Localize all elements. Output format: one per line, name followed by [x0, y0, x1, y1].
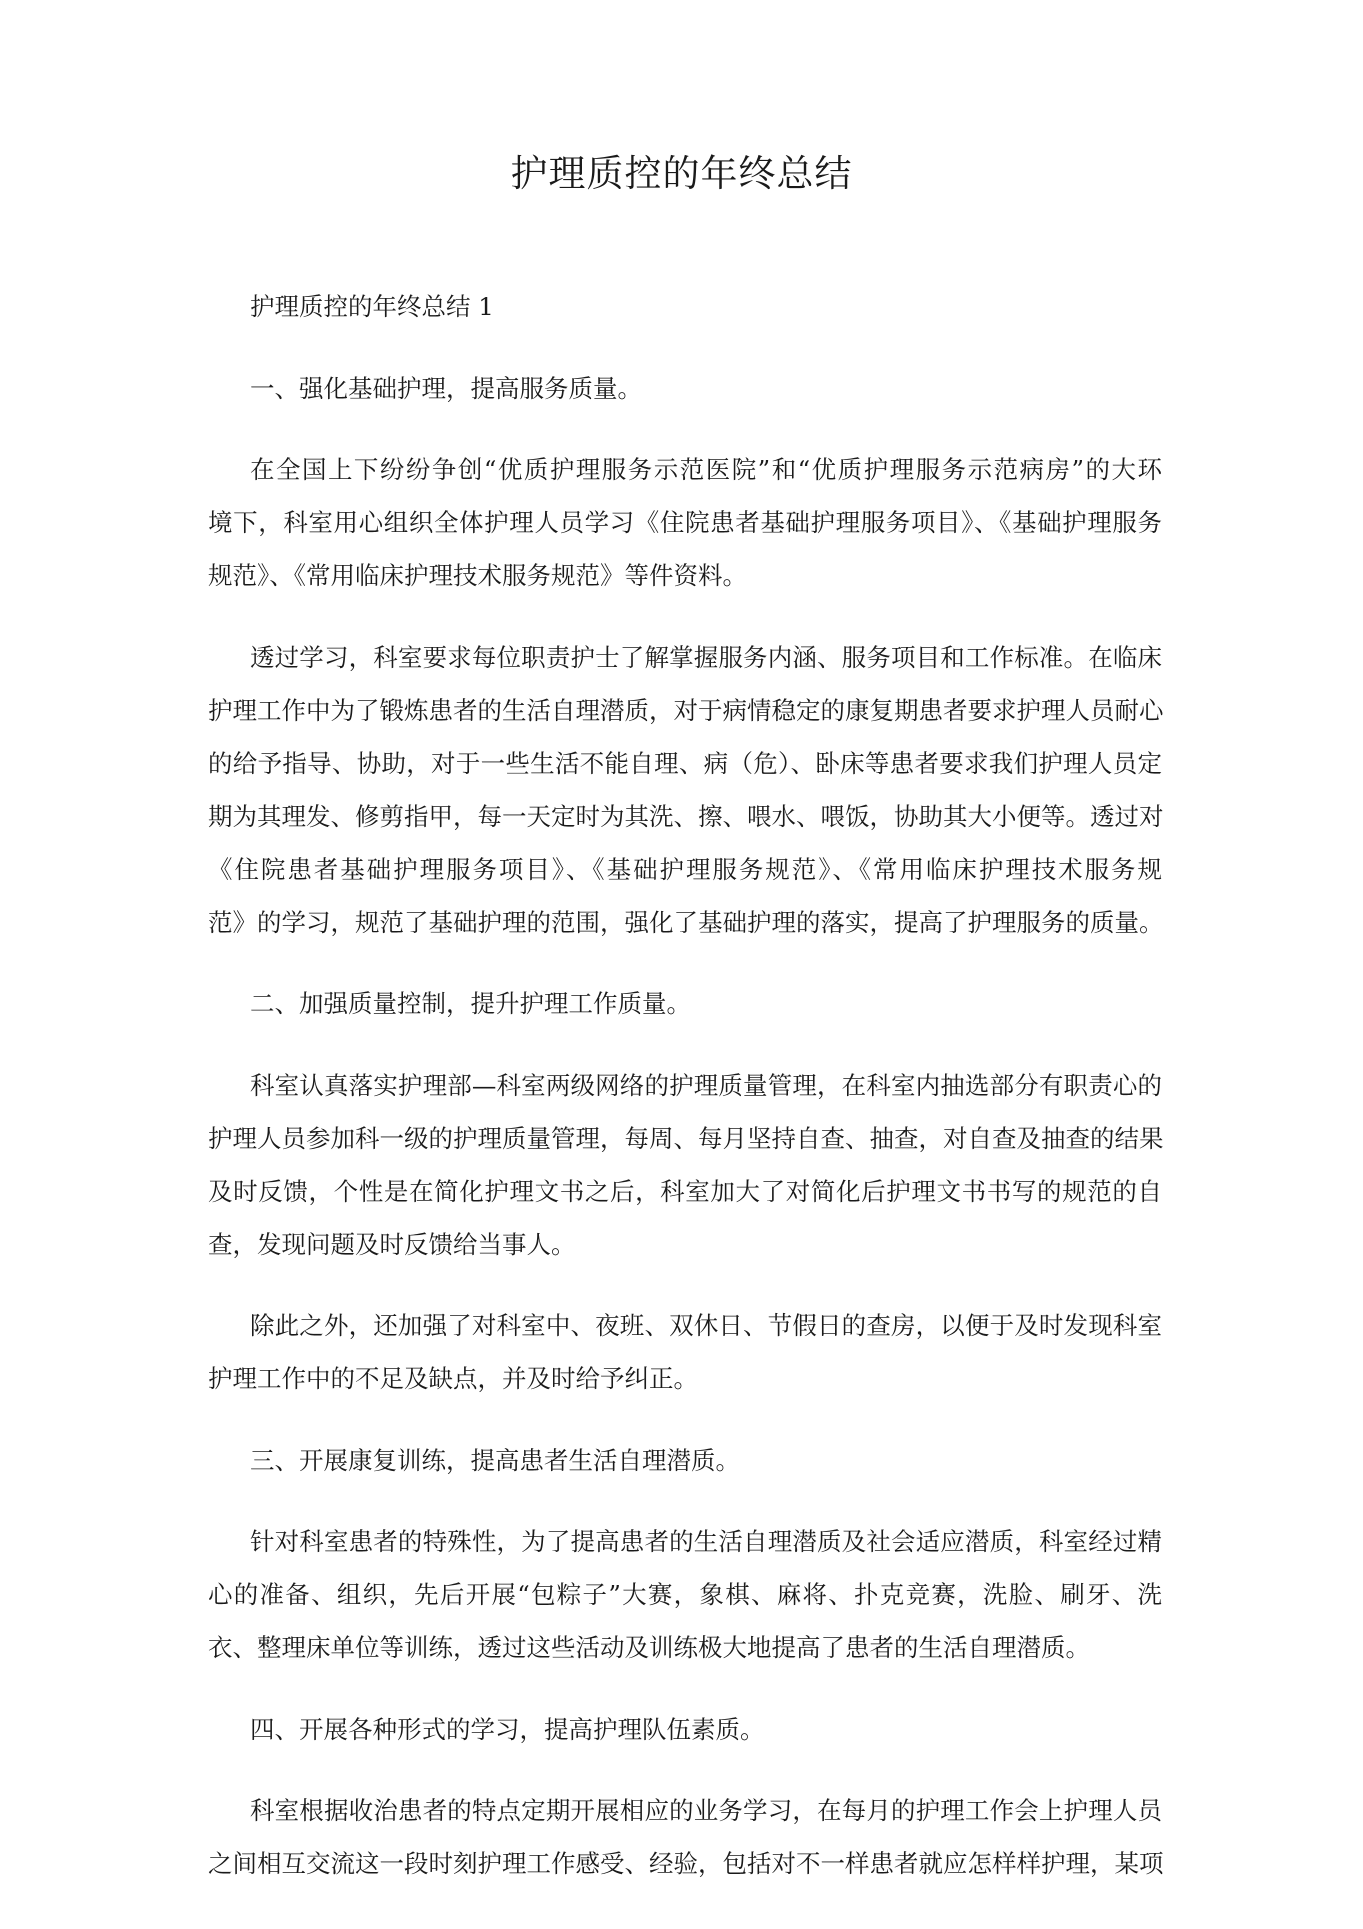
section-heading: 一、强化基础护理，提高服务质量。 [250, 373, 642, 403]
section-heading: 护理质控的年终总结 1 [250, 292, 494, 321]
paragraph-line: 针对科室患者的特殊性，为了提高患者的生活自理潜质及社会适应潜质，科室经过精 [250, 1527, 1162, 1556]
paragraph-line: 之间相互交流这一段时刻护理工作感受、经验，包括对不一样患者就应怎样样护理，某项 [208, 1849, 1164, 1878]
paragraph-line: 科室根据收治患者的特点定期开展相应的业务学习，在每月的护理工作会上护理人员 [250, 1796, 1162, 1825]
paragraph-line: 衣、整理床单位等训练，透过这些活动及训练极大地提高了患者的生活自理潜质。 [208, 1633, 1090, 1662]
paragraph-line: 查，发现问题及时反馈给当事人。 [208, 1229, 576, 1259]
paragraph-line: 科室认真落实护理部—科室两级网络的护理质量管理，在科室内抽选部分有职责心的 [250, 1070, 1162, 1100]
paragraph-line: 的给予指导、协助，对于一些生活不能自理、病（危）、卧床等患者要求我们护理人员定 [208, 748, 1162, 778]
section-heading: 三、开展康复训练，提高患者生活自理潜质。 [250, 1445, 740, 1475]
paragraph-line: 规范》、《常用临床护理技术服务规范》等件资料。 [208, 561, 747, 590]
paragraph-line: 在全国上下纷纷争创“优质护理服务示范医院”和“优质护理服务示范病房”的大环 [250, 455, 1162, 484]
paragraph-line: 期为其理发、修剪指甲，每一天定时为其洗、擦、喂水、喂饭，协助其大小便等。透过对 [208, 801, 1164, 831]
paragraph-line: 护理人员参加科一级的护理质量管理，每周、每月坚持自查、抽查，对自查及抽查的结果 [208, 1123, 1164, 1153]
paragraph-line: 护理工作中为了锻炼患者的生活自理潜质，对于病情稳定的康复期患者要求护理人员耐心 [208, 695, 1164, 725]
paragraph-line: 透过学习，科室要求每位职责护士了解掌握服务内涵、服务项目和工作标准。在临床 [250, 642, 1162, 672]
paragraph-line: 范》的学习，规范了基础护理的范围，强化了基础护理的落实，提高了护理服务的质量。 [208, 907, 1164, 937]
document-title: 护理质控的年终总结 [510, 152, 853, 195]
paragraph-line: 除此之外，还加强了对科室中、夜班、双休日、节假日的查房，以便于及时发现科室 [250, 1311, 1162, 1340]
paragraph-line: 护理工作中的不足及缺点，并及时给予纠正。 [208, 1364, 698, 1393]
section-heading: 四、开展各种形式的学习，提高护理队伍素质。 [250, 1714, 765, 1744]
paragraph-line: 境下，科室用心组织全体护理人员学习《住院患者基础护理服务项目》、《基础护理服务 [208, 508, 1162, 537]
section-heading: 二、加强质量控制，提升护理工作质量。 [250, 989, 691, 1018]
paragraph-line: 及时反馈，个性是在简化护理文书之后，科室加大了对简化后护理文书书写的规范的自 [208, 1176, 1162, 1206]
paragraph-line: 心的准备、组织，先后开展“包粽子”大赛，象棋、麻将、扑克竞赛，洗脸、刷牙、洗 [208, 1580, 1162, 1609]
paragraph-line: 《住院患者基础护理服务项目》、《基础护理服务规范》、《常用临床护理技术服务规 [208, 854, 1162, 884]
